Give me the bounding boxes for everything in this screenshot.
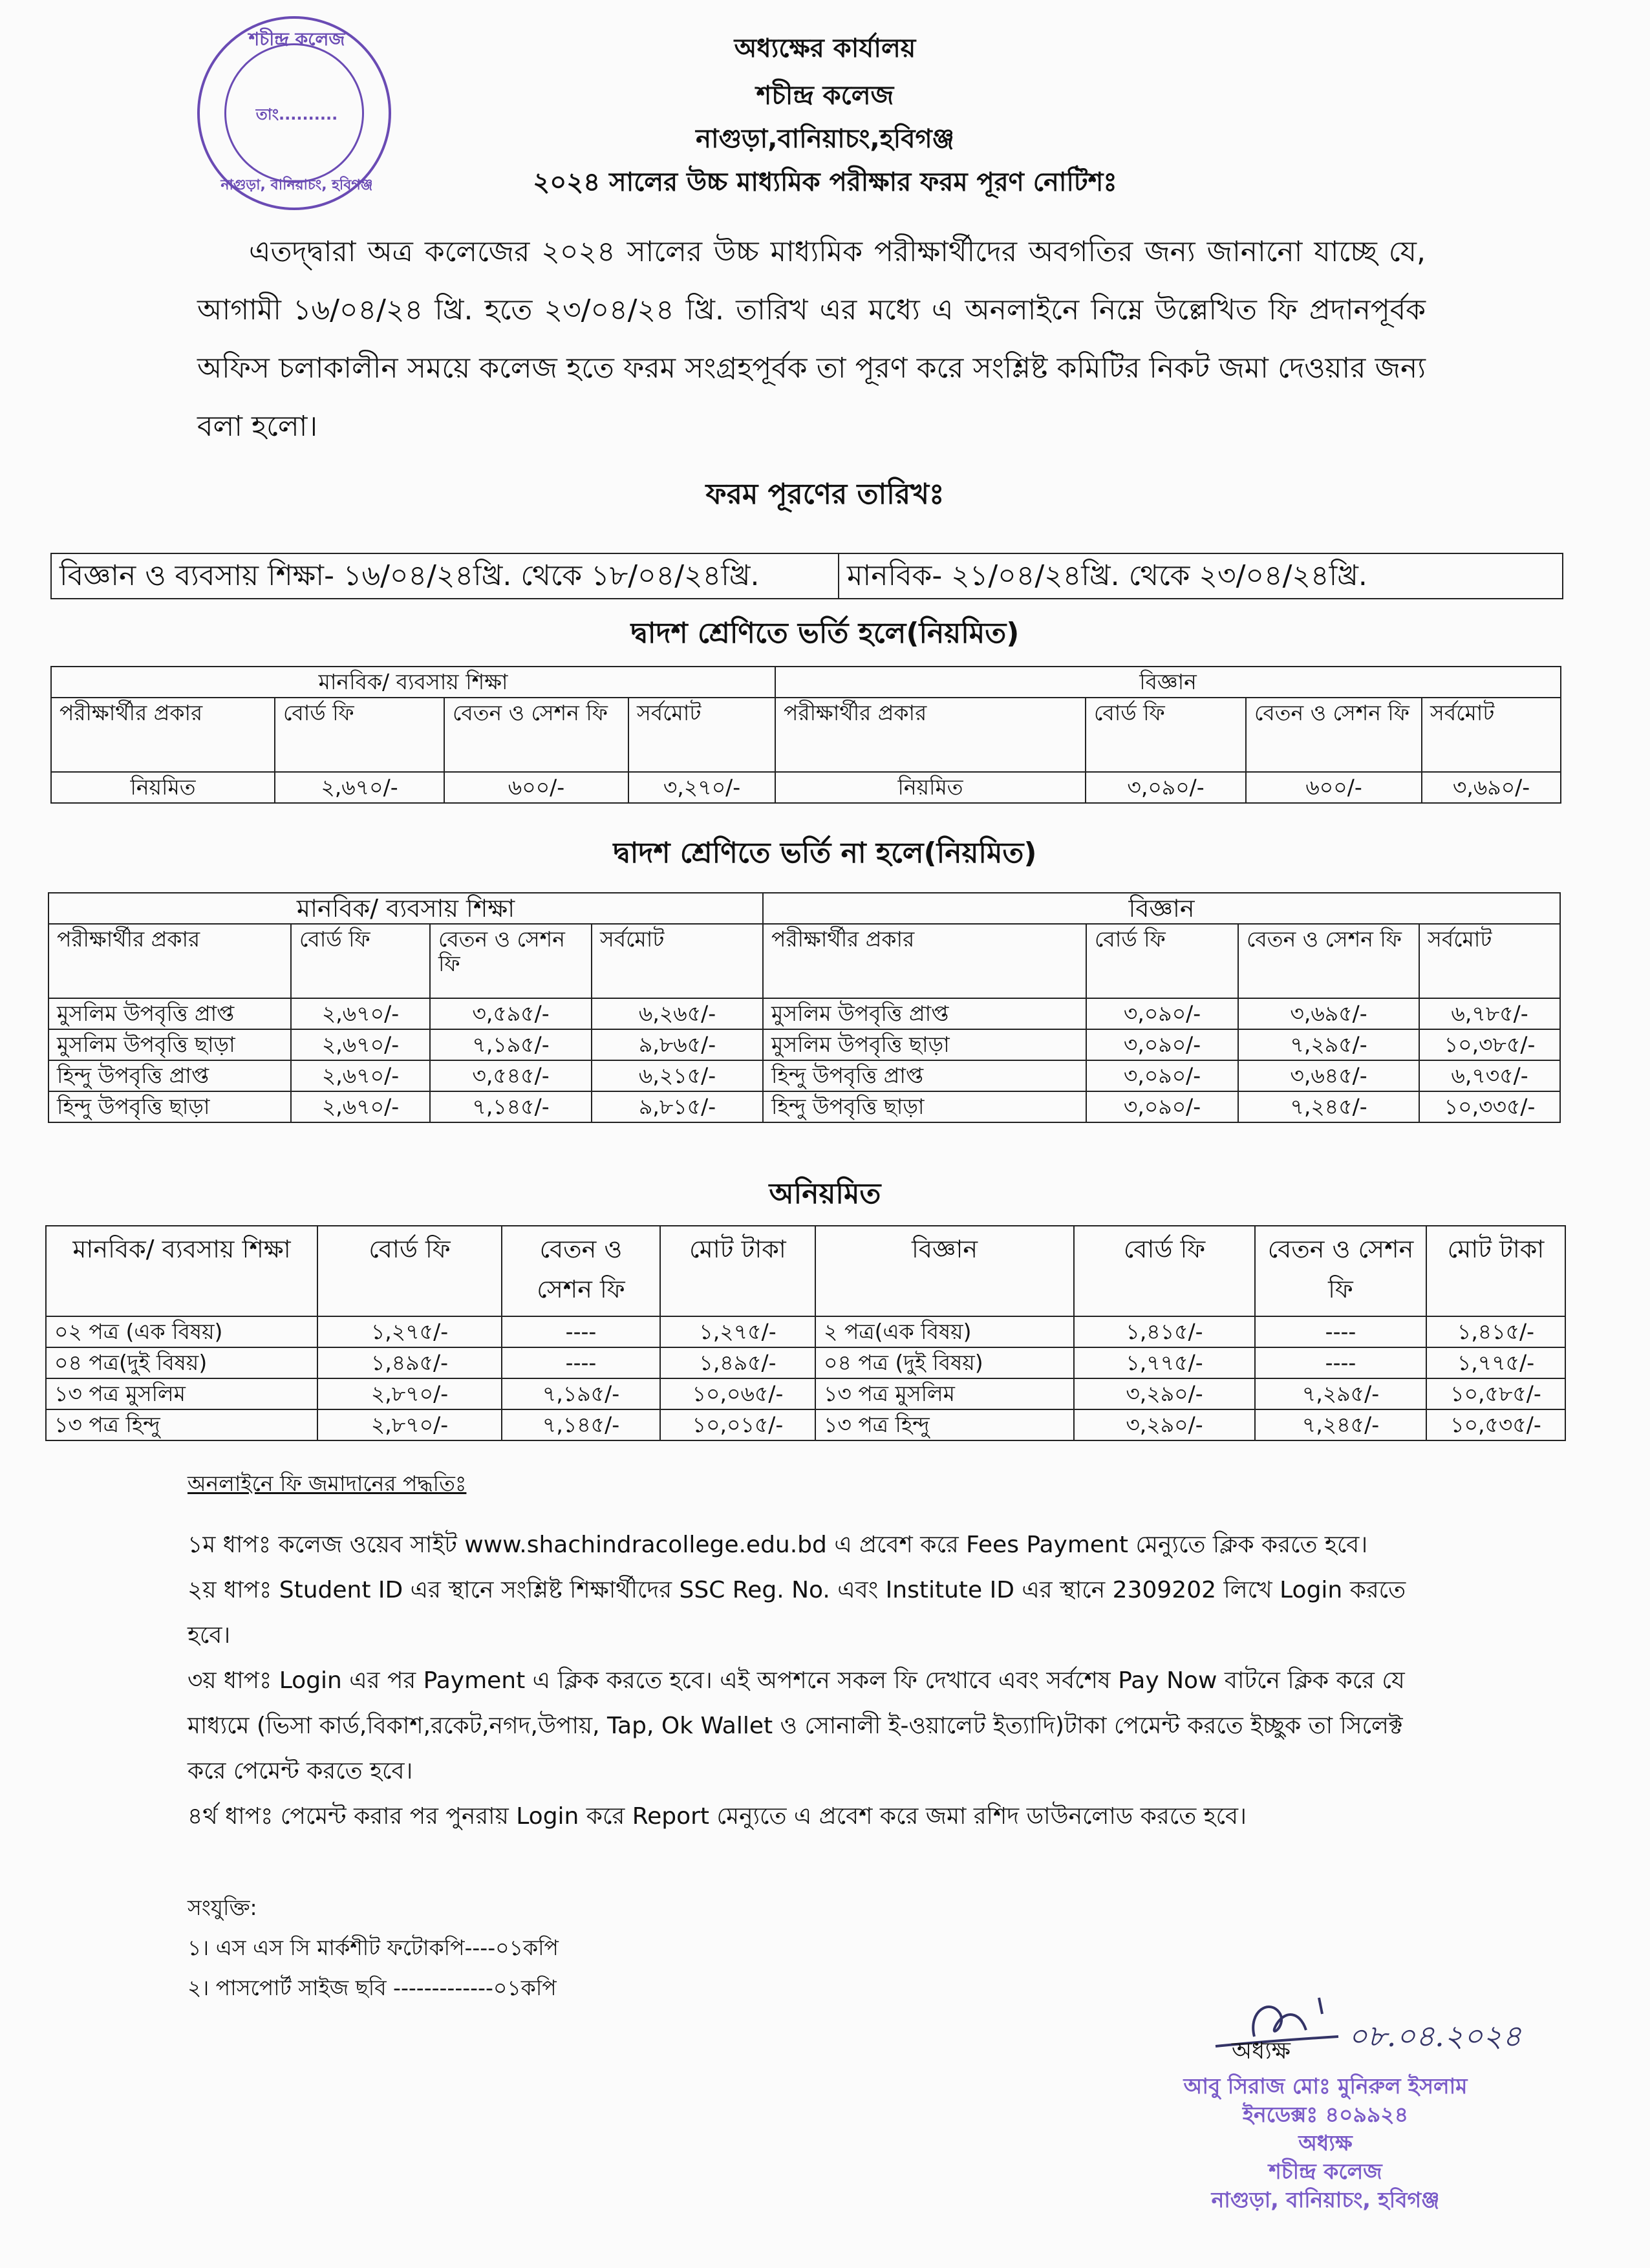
- online-heading: [188, 1471, 466, 1497]
- table2-row: [48, 1029, 1560, 1060]
- attachments-label: সংযুক্তি:: [188, 1895, 257, 1920]
- table3-cell: ----: [502, 1347, 660, 1378]
- table3-cell: ১,৪৯৫/-: [317, 1347, 502, 1378]
- table3-row: [46, 1347, 1565, 1378]
- table3-cell: ----: [502, 1316, 660, 1347]
- step-4: ৪র্থ ধাপঃ পেমেন্ট করার পর পুনরায় Login করে Report মেন্যুতে এ প্রবেশ করে জমা রশিদ ডাউনলোড করতে হবে।: [188, 1803, 1247, 1830]
- table1-cell: ৬০০/-: [444, 772, 628, 803]
- table1-header-cell: পরীক্ষার্থীর প্রকার: [775, 698, 1086, 772]
- table3-cell: ১৩ পত্র মুসলিম: [815, 1378, 1074, 1409]
- table2: [48, 892, 1561, 1123]
- seal-name: আবু সিরাজ মোঃ মুনিরুল ইসলাম: [1183, 2073, 1468, 2099]
- table2-cell: ৬,২১৫/-: [592, 1060, 763, 1091]
- seal-designation: অধ্যক্ষ: [1298, 2130, 1353, 2156]
- table1-cell: নিয়মিত: [775, 772, 1086, 803]
- table2-cell: হিন্দু উপবৃত্তি প্রাপ্ত: [763, 1060, 1086, 1091]
- table3-row: [46, 1378, 1565, 1409]
- table3-heading: অনিয়মিত: [769, 1177, 881, 1210]
- table2-cell: মুসলিম উপবৃত্তি ছাড়া: [48, 1029, 291, 1060]
- table2-cell: ২,৬৭০/-: [291, 998, 430, 1029]
- table3-header-cell: মানবিক/ ব্যবসায় শিক্ষা: [46, 1226, 317, 1316]
- college-address: নাগুড়া,বানিয়াচং,হবিগঞ্জ: [696, 124, 954, 154]
- table2-header-cell: বেতন ও সেশন ফি: [1238, 924, 1419, 998]
- table2-cell: হিন্দু উপবৃত্তি ছাড়া: [763, 1091, 1086, 1122]
- table2-header-cell: পরীক্ষার্থীর প্রকার: [48, 924, 291, 998]
- table2-cell: ৩,০৯০/-: [1086, 1091, 1238, 1122]
- table3-row: [46, 1316, 1565, 1347]
- table3-cell: ১,৪৯৫/-: [660, 1347, 815, 1378]
- table3-header-cell: বেতন ও সেশন ফি: [1255, 1226, 1426, 1316]
- table3-cell: ৩,২৯০/-: [1074, 1378, 1255, 1409]
- notice-paragraph: এতদ্দ্বারা অত্র কলেজের ২০২৪ সালের উচ্চ মাধ্যমিক পরীক্ষার্থীদের অবগতির জন্য জানানো যাচ্ছে যে, আগামী ১৬/০৪/২৪ খ্রি. হতে ২৩/০৪/২৪ খ্রি. তারিখ এর মধ্যে এ অনলাইনে নিম্নে উল্লেখিত ফি প্রদানপূর্বক অফিস চলাকালীন সময়ে কলেজ হতে ফরম সংগ্রহপূর্বক তা পূরণ করে সংশ্লিষ্ট কমিটির নিকট জমা দেওয়ার জন্য বলা হলো।: [197, 235, 1426, 443]
- table3-cell: ১৩ পত্র হিন্দু: [815, 1409, 1074, 1440]
- table3-header-cell: মোট টাকা: [660, 1226, 815, 1316]
- table1-row: [51, 772, 1561, 803]
- stamp-date-label: তাং..........: [255, 105, 338, 123]
- table3-header-row: [46, 1226, 1565, 1316]
- table2-cell: ৬,৭৩৫/-: [1419, 1060, 1560, 1091]
- table2-cell: হিন্দু উপবৃত্তি ছাড়া: [48, 1091, 291, 1122]
- step-3: ৩য় ধাপঃ Login এর পর Payment এ ক্লিক করতে হবে। এই অপশনে সকল ফি দেখাবে এবং সর্বশেষ Pay Now বাটনে ক্লিক করে যে মাধ্যমে (ভিসা কার্ড,বিকাশ,রকেট,নগদ,উপায়, Tap, Ok Wallet ও সোনালী ই-ওয়ালেট ইত্যাদি)টাকা পেমেন্ট করতে ইচ্ছুক তা সিলেক্ট করে পেমেন্ট করতে হবে।: [188, 1667, 1405, 1784]
- stamp-address: নাগুড়া, বানিয়াচং, হবিগঞ্জ: [220, 177, 373, 193]
- table3-cell: ১,৭৭৫/-: [1074, 1347, 1255, 1378]
- dates-heading: ফরম পূরণের তারিখঃ: [705, 478, 945, 511]
- table2-cell: ৩,৫৪৫/-: [430, 1060, 592, 1091]
- table3-cell: ----: [1255, 1347, 1426, 1378]
- signature-date: ০৮.০৪.২০২৪: [1348, 2018, 1522, 2053]
- attachment-1: ১। এস এস সি মার্কশীট ফটোকপি----০১কপি: [188, 1935, 559, 1960]
- table3-header-cell: বেতন ও সেশন ফি: [502, 1226, 660, 1316]
- table3-header-cell: বোর্ড ফি: [1074, 1226, 1255, 1316]
- table1-header-cell: বেতন ও সেশন ফি: [1246, 698, 1422, 772]
- table1-header-cell: বোর্ড ফি: [275, 698, 444, 772]
- online-heading-text: অনলাইনে ফি জমাদানের পদ্ধতিঃ: [188, 1471, 467, 1496]
- table3: [45, 1225, 1566, 1441]
- online-steps: [188, 1523, 1416, 1839]
- table2-group-right: বিজ্ঞান: [763, 893, 1560, 924]
- table1-cell: ৩,০৯০/-: [1086, 772, 1246, 803]
- table3-header-cell: মোট টাকা: [1426, 1226, 1565, 1316]
- principal-seal: [1099, 2072, 1552, 2214]
- table2-cell: ৬,২৬৫/-: [592, 998, 763, 1029]
- table2-cell: ৭,২৯৫/-: [1238, 1029, 1419, 1060]
- table3-cell: ১,২৭৫/-: [317, 1316, 502, 1347]
- table2-row: [48, 1060, 1560, 1091]
- table2-cell: ২,৬৭০/-: [291, 1029, 430, 1060]
- table2-cell: ৩,০৯০/-: [1086, 1060, 1238, 1091]
- table1: [50, 666, 1561, 804]
- table1-cell: ৩,৬৯০/-: [1422, 772, 1561, 803]
- table2-row: [48, 1091, 1560, 1122]
- table2-header-cell: বোর্ড ফি: [291, 924, 430, 998]
- table3-cell: ----: [1255, 1316, 1426, 1347]
- dates-row: [51, 553, 1563, 599]
- table3-cell: ১০,০৬৫/-: [660, 1378, 815, 1409]
- table2-header-cell: বেতন ও সেশন ফি: [430, 924, 592, 998]
- table1-header-cell: বোর্ড ফি: [1086, 698, 1246, 772]
- table3-cell: ০৪ পত্র (দুই বিষয়): [815, 1347, 1074, 1378]
- dates-humanities: মানবিক- ২১/০৪/২৪খ্রি. থেকে ২৩/০৪/২৪খ্রি.: [839, 553, 1563, 599]
- table2-row: [48, 998, 1560, 1029]
- dates-science-business: বিজ্ঞান ও ব্যবসায় শিক্ষা- ১৬/০৪/২৪খ্রি. থেকে ১৮/০৪/২৪খ্রি.: [51, 553, 839, 599]
- table3-cell: ৭,১৯৫/-: [502, 1378, 660, 1409]
- table2-heading: দ্বাদশ শ্রেণিতে ভর্তি না হলে(নিয়মিত): [613, 837, 1037, 870]
- table3-cell: ১০,৫৩৫/-: [1426, 1409, 1565, 1440]
- table2-header-cell: পরীক্ষার্থীর প্রকার: [763, 924, 1086, 998]
- table2-cell: ৩,৫৯৫/-: [430, 998, 592, 1029]
- table3-cell: ১৩ পত্র হিন্দু: [46, 1409, 317, 1440]
- table2-cell: মুসলিম উপবৃত্তি ছাড়া: [763, 1029, 1086, 1060]
- stamp-college: শচীন্দ্র কলেজ: [248, 28, 345, 50]
- table1-heading: দ্বাদশ শ্রেণিতে ভর্তি হলে(নিয়মিত): [630, 617, 1020, 650]
- table2-cell: ২,৬৭০/-: [291, 1091, 430, 1122]
- table1-cell: ৩,২৭০/-: [628, 772, 775, 803]
- attachment-2: ২। পাসপোর্ট সাইজ ছবি -------------০১কপি: [188, 1975, 557, 2000]
- seal-college: শচীন্দ্র কলেজ: [1269, 2159, 1382, 2184]
- table2-header-cell: সর্বমোট: [1419, 924, 1560, 998]
- notice-title: ২০২৪ সালের উচ্চ মাধ্যমিক পরীক্ষার ফরম পূরণ নোটিশঃ: [533, 167, 1117, 197]
- step-1: ১ম ধাপঃ কলেজ ওয়েব সাইট www.shachindracollege.edu.bd এ প্রবেশ করে Fees Payment মেন্যুতে ক্লিক করতে হবে।: [188, 1532, 1368, 1558]
- table2-cell: ৭,২৪৫/-: [1238, 1091, 1419, 1122]
- table2-cell: মুসলিম উপবৃত্তি প্রাপ্ত: [763, 998, 1086, 1029]
- table3-cell: ২ পত্র(এক বিষয়): [815, 1316, 1074, 1347]
- table3-cell: ১০,৫৮৫/-: [1426, 1378, 1565, 1409]
- table2-cell: ৩,০৯০/-: [1086, 1029, 1238, 1060]
- table2-header-row: [48, 924, 1560, 998]
- table1-group-row: [51, 667, 1561, 698]
- table3-header-cell: বিজ্ঞান: [815, 1226, 1074, 1316]
- table1-header-row: [51, 698, 1561, 772]
- signature-title: অধ্যক্ষ: [1232, 2038, 1291, 2064]
- table2-cell: ৯,৮৬৫/-: [592, 1029, 763, 1060]
- table3-cell: ০৪ পত্র(দুই বিষয়): [46, 1347, 317, 1378]
- table2-group-row: [48, 893, 1560, 924]
- table2-cell: ৭,১৪৫/-: [430, 1091, 592, 1122]
- table3-cell: ৭,১৪৫/-: [502, 1409, 660, 1440]
- attachments: [188, 1888, 559, 2008]
- notice-body: [197, 223, 1426, 456]
- table2-cell: ৩,০৯০/-: [1086, 998, 1238, 1029]
- seal-address: নাগুড়া, বানিয়াচং, হবিগঞ্জ: [1211, 2187, 1440, 2212]
- table2-cell: ১০,৩৩৫/-: [1419, 1091, 1560, 1122]
- table3-cell: ৩,২৯০/-: [1074, 1409, 1255, 1440]
- table1-cell: ৬০০/-: [1246, 772, 1422, 803]
- table2-cell: ২,৬৭০/-: [291, 1060, 430, 1091]
- table3-cell: ১,৭৭৫/-: [1426, 1347, 1565, 1378]
- table2-cell: ১০,৩৮৫/-: [1419, 1029, 1560, 1060]
- table2-cell: মুসলিম উপবৃত্তি প্রাপ্ত: [48, 998, 291, 1029]
- table3-cell: ৭,২৪৫/-: [1255, 1409, 1426, 1440]
- table2-cell: ৩,৬৯৫/-: [1238, 998, 1419, 1029]
- table2-header-cell: বোর্ড ফি: [1086, 924, 1238, 998]
- table3-cell: ১,২৭৫/-: [660, 1316, 815, 1347]
- table3-cell: ১,৪১৫/-: [1426, 1316, 1565, 1347]
- table3-cell: ৭,২৯৫/-: [1255, 1378, 1426, 1409]
- table1-header-cell: সর্বমোট: [628, 698, 775, 772]
- office-title: অধ্যক্ষের কার্যালয়: [734, 34, 916, 63]
- table2-cell: ৩,৬৪৫/-: [1238, 1060, 1419, 1091]
- table3-cell: ২,৮৭০/-: [317, 1378, 502, 1409]
- table1-cell: ২,৬৭০/-: [275, 772, 444, 803]
- table1-cell: নিয়মিত: [51, 772, 275, 803]
- dates-table: [50, 553, 1563, 599]
- table3-row: [46, 1409, 1565, 1440]
- table3-cell: ১৩ পত্র মুসলিম: [46, 1378, 317, 1409]
- table3-cell: ০২ পত্র (এক বিষয়): [46, 1316, 317, 1347]
- table2-cell: ৬,৭৮৫/-: [1419, 998, 1560, 1029]
- table2-cell: হিন্দু উপবৃত্তি প্রাপ্ত: [48, 1060, 291, 1091]
- table3-header-cell: বোর্ড ফি: [317, 1226, 502, 1316]
- table2-header-cell: সর্বমোট: [592, 924, 763, 998]
- table1-header-cell: সর্বমোট: [1422, 698, 1561, 772]
- table1-group-right: বিজ্ঞান: [775, 667, 1561, 698]
- seal-index: ইনডেক্সঃ ৪০৯৯২৪: [1242, 2102, 1409, 2127]
- table3-cell: ১০,০১৫/-: [660, 1409, 815, 1440]
- table2-group-left: মানবিক/ ব্যবসায় শিক্ষা: [48, 893, 763, 924]
- table1-group-left: মানবিক/ ব্যবসায় শিক্ষা: [51, 667, 775, 698]
- table3-cell: ১,৪১৫/-: [1074, 1316, 1255, 1347]
- table1-header-cell: পরীক্ষার্থীর প্রকার: [51, 698, 275, 772]
- college-name: শচীন্দ্র কলেজ: [756, 81, 894, 111]
- table3-cell: ২,৮৭০/-: [317, 1409, 502, 1440]
- table1-header-cell: বেতন ও সেশন ফি: [444, 698, 628, 772]
- table2-cell: ৯,৮১৫/-: [592, 1091, 763, 1122]
- step-2: ২য় ধাপঃ Student ID এর স্থানে সংশ্লিষ্ট শিক্ষার্থীদের SSC Reg. No. এবং Institute ID এর স্থানে 2309202 লিখে Login করতে হবে।: [188, 1577, 1406, 1649]
- table2-cell: ৭,১৯৫/-: [430, 1029, 592, 1060]
